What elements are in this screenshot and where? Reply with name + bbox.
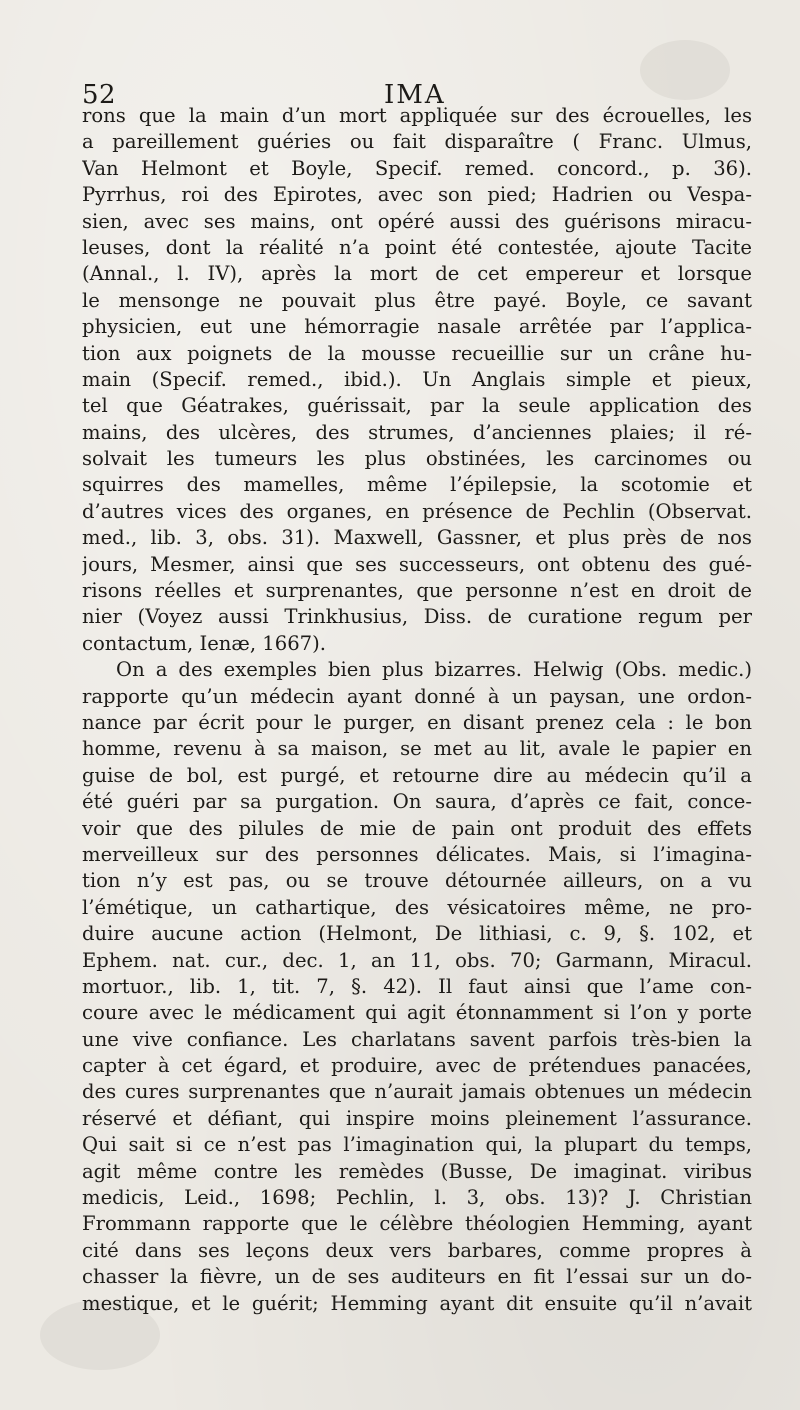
text-line: Frommann rapporte que le célèbre théologien Hemming, ayant xyxy=(82,1212,752,1236)
text-line: tel que Géatrakes, guérissait, par la seule application des xyxy=(82,394,752,418)
text-line: mortuor., lib. 1, tit. 7, §. 42). Il faut ainsi que l’ame con- xyxy=(82,974,752,998)
text-line: main (Specif. remed., ibid.). Un Anglais simple et pieux, xyxy=(82,367,752,391)
text-line: coure avec le médicament qui agit étonnamment si l’on y porte xyxy=(82,1001,752,1025)
text-line: risons réelles et surprenantes, que personne n’est en droit de xyxy=(82,579,752,603)
text-line: chasser la fièvre, un de ses auditeurs en fit l’essai sur un do- xyxy=(82,1265,752,1289)
text-line: voir que des pilules de mie de pain ont produit des effets xyxy=(82,816,752,840)
text-line: agit même contre les remèdes (Busse, De imaginat. viribus xyxy=(82,1159,752,1183)
text-line: capter à cet égard, et produire, avec de prétendues panacées, xyxy=(82,1054,752,1078)
text-line: homme, revenu à sa maison, se met au lit, avale le papier en xyxy=(82,737,752,761)
text-line: mestique, et le guérit; Hemming ayant dit ensuite qu’il n’avait xyxy=(82,1291,752,1315)
text-line: solvait les tumeurs les plus obstinées, les carcinomes ou xyxy=(82,447,752,471)
page-number: 52 xyxy=(82,80,117,110)
text-line: duire aucune action (Helmont, De lithiasi, c. 9, §. 102, et xyxy=(82,922,752,946)
text-line: med., lib. 3, obs. 31). Maxwell, Gassner, et plus près de nos xyxy=(82,526,752,550)
text-line: rons que la main d’un mort appliquée sur des écrouelles, les xyxy=(82,104,752,127)
text-line: nier (Voyez aussi Trinkhusius, Diss. de curatione regum per xyxy=(82,605,752,629)
text-line: été guéri par sa purgation. On saura, d’après ce fait, conce- xyxy=(82,790,752,814)
text-line: Van Helmont et Boyle, Specif. remed. concord., p. 36). xyxy=(82,156,752,180)
text-line: nance par écrit pour le purger, en disant prenez cela : le bon xyxy=(82,710,752,734)
text-line: squirres des mamelles, même l’épilepsie, la scotomie et xyxy=(82,473,752,497)
text-line: d’autres vices des organes, en présence de Pechlin (Observat. xyxy=(82,499,752,523)
body-text xyxy=(82,103,752,1317)
text-line: (Annal., l. IV), après la mort de cet empereur et lorsque xyxy=(82,262,752,286)
running-head: IMA xyxy=(384,80,446,110)
text-line: l’émétique, un cathartique, des vésicatoires même, ne pro- xyxy=(82,895,752,919)
text-line: merveilleux sur des personnes délicates. Mais, si l’imagina- xyxy=(82,842,752,866)
text-line: jours, Mesmer, ainsi que ses successeurs, ont obtenu des gué- xyxy=(82,552,752,576)
text-line: physicien, eut une hémorragie nasale arrêtée par l’applica- xyxy=(82,315,752,339)
paragraph-end-line: contactum, Ienæ, 1667). xyxy=(82,631,327,655)
text-line: medicis, Leid., 1698; Pechlin, l. 3, obs. 13)? J. Christian xyxy=(82,1186,752,1210)
text-line: Pyrrhus, roi des Epirotes, avec son pied; Hadrien ou Vespa- xyxy=(82,183,752,207)
text-line: une vive confiance. Les charlatans savent parfois très-bien la xyxy=(82,1027,752,1051)
text-line: tion n’y est pas, ou se trouve détournée ailleurs, on a vu xyxy=(82,869,752,893)
text-line: Ephem. nat. cur., dec. 1, an 11, obs. 70; Garmann, Miracul. xyxy=(82,948,752,972)
text-line: rapporte qu’un médecin ayant donné à un paysan, une ordon- xyxy=(82,684,752,708)
text-line: leuses, dont la réalité n’a point été contestée, ajoute Tacite xyxy=(82,235,752,259)
text-line: tion aux poignets de la mousse recueillie sur un crâne hu- xyxy=(82,341,752,365)
text-line: cité dans ses leçons deux vers barbares, comme propres à xyxy=(82,1238,752,1262)
text-line: le mensonge ne pouvait plus être payé. Boyle, ce savant xyxy=(82,288,752,312)
text-line: réservé et défiant, qui inspire moins pleinement l’assurance. xyxy=(82,1106,752,1130)
text-line: sien, avec ses mains, ont opéré aussi des guérisons miracu- xyxy=(82,209,752,233)
paragraph-start-line: On a des exemples bien plus bizarres. Helwig (Obs. medic.) xyxy=(116,658,752,682)
text-line: des cures surprenantes que n’aurait jamais obtenues un médecin xyxy=(82,1080,752,1104)
text-line: Qui sait si ce n’est pas l’imagination qui, la plupart du temps, xyxy=(82,1133,752,1157)
text-line: mains, des ulcères, des strumes, d’anciennes plaies; il ré- xyxy=(82,420,752,444)
text-line: guise de bol, est purgé, et retourne dire au médecin qu’il a xyxy=(82,763,752,787)
text-line: a pareillement guéries ou fait disparaître ( Franc. Ulmus, xyxy=(82,130,752,154)
